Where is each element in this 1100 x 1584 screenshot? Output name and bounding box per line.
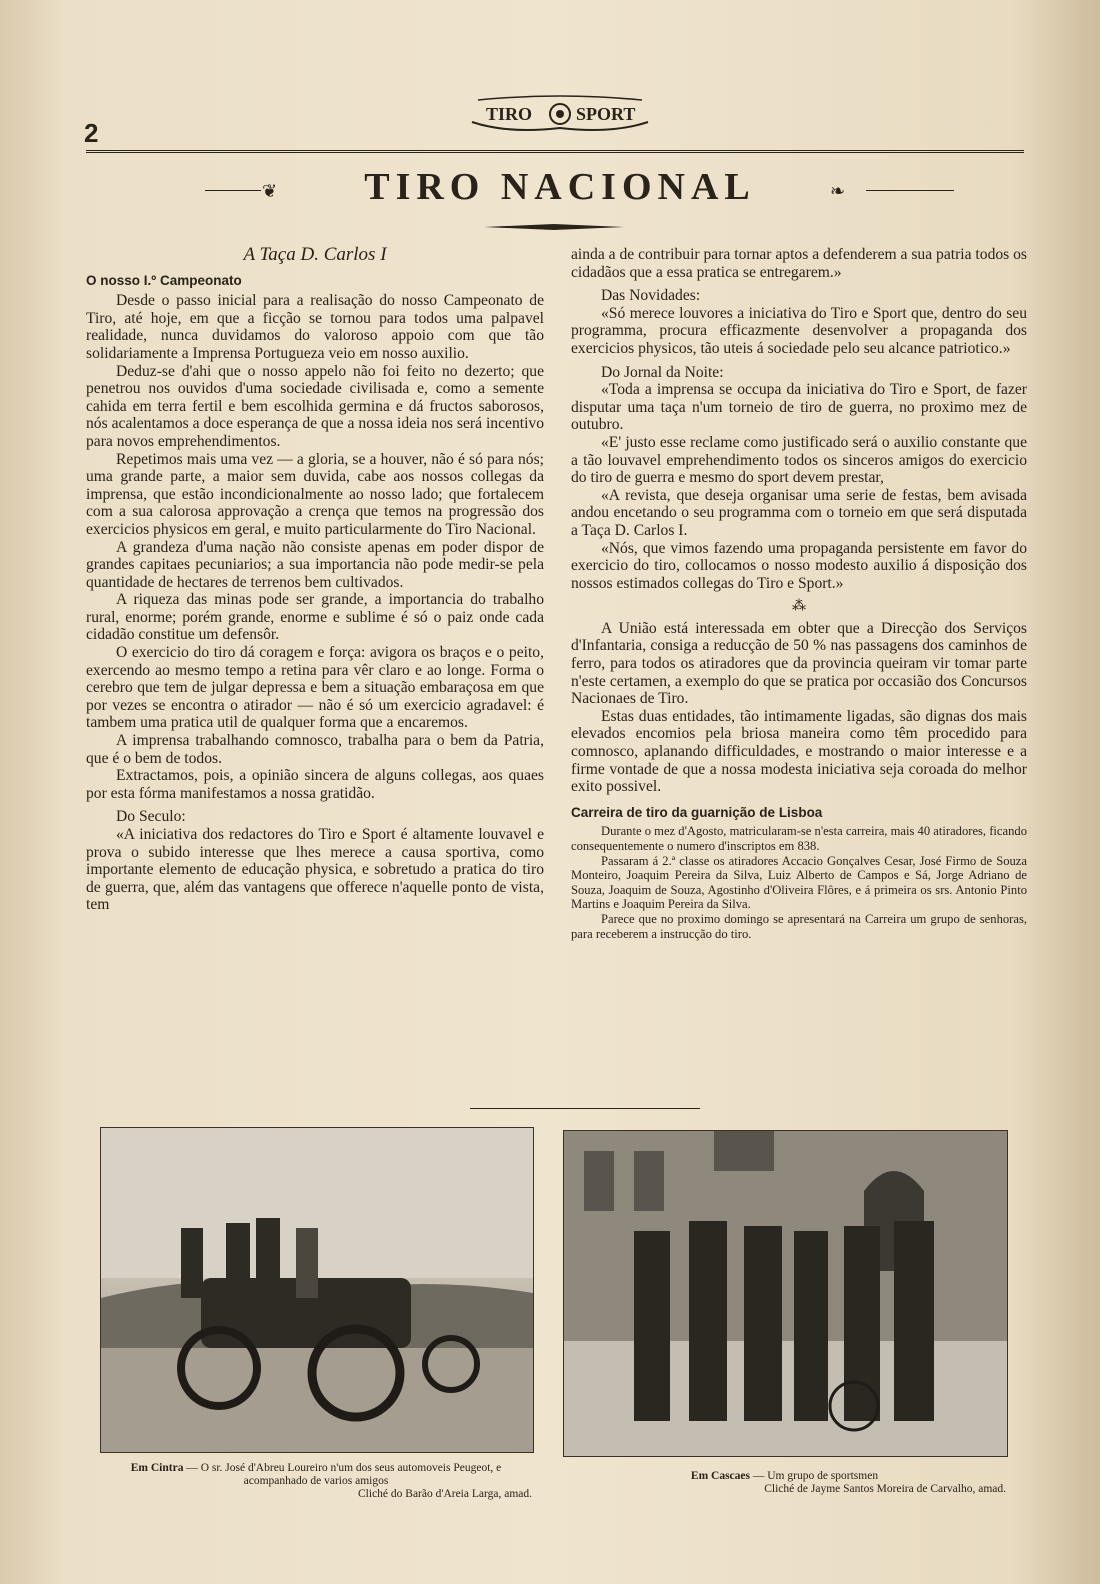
right-column: [571, 246, 1027, 941]
title-underline-ornament: [484, 223, 624, 231]
left-column: [86, 246, 544, 914]
page-number: 2: [84, 118, 99, 148]
photo-credit: Cliché de Jayme Santos Moreira de Carvalho, amad.: [764, 1483, 1006, 1495]
paragraph-uniao: A União está interessada em obter que a Direcção dos Serviços d'Infantaria, consiga a reducção de 50 % nas passagens dos caminhos de ferro, para todos os atiradores que da provincia queiram vir tomar parte n'este certamen, a exemplo do que se pratica por occasião dos Concursos Nacionaes de Tiro.: [571, 619, 1027, 708]
paragraph: Repetimos mais uma vez — a gloria, se a houver, não é só para nós; uma grande parte, a maior sem duvida, cabe aos nossos collegas da imprensa, que estão incondicionalmente ao nosso lado; que fortalecem com a sua calorosa approvação a crença que temos na progressão dos exercicios physicos em geral, e muito particularmente do Tiro Nacional.: [86, 450, 544, 538]
fleuron-right-icon: ❧: [830, 181, 846, 201]
section-title: TIRO NACIONAL: [364, 166, 756, 208]
quote-novidades: «Só merece louvores a iniciativa do Tiro e Sport que, dentro do seu programma, procura efficazmente desenvolver a propaganda dos exercicios physicos, tão uteis á sociedade pelo seu alcance patriotico.»: [571, 304, 1027, 357]
photo-credit: Cliché do Barão d'Areia Larga, amad.: [358, 1488, 532, 1500]
paragraph: A imprensa trabalhando comnosco, trabalha para o bem da Patria, que é o bem de todos.: [86, 732, 544, 767]
svg-text:SPORT: SPORT: [576, 104, 636, 124]
paragraph-small: Passaram á 2.ª classe os atiradores Accacio Gonçalves Cesar, José Firmo de Souza Monteiro, Joaquim Pereira da Silva, Luiz Alberto de Campos e Sá, Jorge Adriano de Souza, Joaquim de Souza, Agostinho d'Oliveira Flôres, e á primeira os srs. Antonio Pinto Martins e Joaquim Pereira da Silva.: [571, 853, 1027, 912]
caption-place: Em Cascaes: [690, 1470, 750, 1482]
paragraph: Desde o passo inicial para a realisação do nosso Campeonato de Tiro, até hoje, em que a ficção se tornou para todos uma palpavel realidade, nunca duvidamos do valoroso appoio com que tão solidariamente a Imprensa Portugueza veio em nosso auxilio.: [86, 292, 544, 362]
paragraph: A riqueza das minas pode ser grande, a importancia do trabalho rural, enorme; porém grande, enorme e sublime é só o paiz onde cada cidadão constitue um defensôr.: [86, 591, 544, 644]
caption-text: — O sr. José d'Abreu Loureiro n'um dos seus automoveis Peugeot, e acompanhado de varios amigos: [186, 1462, 502, 1487]
caption-left: [100, 1462, 532, 1501]
paragraph: A grandeza d'uma nação não consiste apenas em poder dispor de grandes capitaes pecuniarios; a sua importancia não pode medir-se pela quantidade de hectares de terrenos bem cultivados.: [86, 538, 544, 591]
source-label-novidades: Das Novidades:: [601, 287, 701, 305]
quote-jornal: «Toda a imprensa se occupa da iniciativa do Tiro e Sport, de fazer disputar uma taça n'um torneio de tiro de guerra, no proximo mez de outubro.: [571, 381, 1027, 434]
photo-automobile-cintra: [100, 1127, 534, 1453]
header-rule: [86, 150, 1024, 153]
paragraph-entidades: Estas duas entidades, tão intimamente ligadas, são dignas dos mais elevados encomios pela briosa maneira como têm procedido para comnosco, aplanando difficuldades, e mostrando o maior interesse e a firme vontade de que a nossa modesta iniciativa seja coroada do melhor exito possivel.: [571, 707, 1027, 796]
paragraph-small: Durante o mez d'Agosto, matricularam-se n'esta carreira, mais 40 atiradores, ficando consequentemente o numero d'inscriptos em 838.: [571, 824, 1027, 853]
svg-text:TIRO: TIRO: [486, 104, 533, 124]
quote-seculo: «A iniciativa dos redactores do Tiro e Sport é altamente louvavel e prova o subido interesse que lhes merece a causa sportiva, como importante elemento de educação physica, e sobretudo a pratica do tiro de guerra, que, além das vantagens que offerece n'aquelle ponto de vista, tem: [86, 826, 544, 914]
subhead-carreira: Carreira de tiro da guarnição de Lisboa: [571, 804, 823, 820]
caption-text: — Um grupo de sportsmen: [752, 1470, 879, 1482]
caption-right: [563, 1470, 1006, 1496]
quote-jornal: «Nós, que vimos fazendo uma propaganda persistente em favor do exercicio do tiro, collocamos o nosso modesto auxilio á disposição dos nossos estimados collegas do Tiro e Sport.»: [571, 539, 1027, 592]
title-ornament-line-right: [866, 190, 954, 191]
source-label-jornal: Do Jornal da Noite:: [601, 363, 724, 381]
paragraph: Extractamos, pois, a opinião sincera de alguns collegas, aos quaes por esta fórma manifestamos a nossa gratidão.: [86, 767, 544, 802]
quote-seculo-continued: ainda a de contribuir para tornar aptos a defenderem a sua patria todos os cidadãos que a essa pratica se entregarem.»: [571, 246, 1027, 281]
quote-jornal: «E' justo esse reclame como justificado será o auxilio constante que a tão louvavel emprehendimento todos os sinceros amigos do exercicio do tiro de guerra e mesmo do sport devem prestar,: [571, 433, 1027, 487]
subhead-campeonato: O nosso I.º Campeonato: [86, 272, 242, 288]
paragraph: O exercicio do tiro dá coragem e força: avigora os braços e o peito, exercendo ao mesmo tempo a retina para vêr claro e ao longe. Forma o cerebro que tem de julgar depressa e bem a situação embaraçosa em que por vezes se encontra o atirador — não é só um exercicio agradavel: é tambem uma pratica util de qualquer forma que a encaremos.: [86, 644, 544, 732]
paragraph-small: Parece que no proximo domingo se apresentará na Carreira um grupo de senhoras, para receberem a instrucção do tiro.: [571, 911, 1027, 941]
asterism-divider: ⁂: [792, 599, 806, 615]
separator-rule: [470, 1108, 700, 1109]
fleuron-left-icon: ❦: [262, 181, 278, 201]
paragraph: Deduz-se d'ahi que o nosso appelo não foi feito no dezerto; que penetrou nos ouvidos d'uma sociedade civilisada e, como a semente cahida em terra fertil e bem escolhida germina e dá fructos saborosos, nós acalentamos a doce esperança de que a nossa ideia nos será incentivo para novos emprehendimentos.: [86, 362, 544, 450]
caption-place: Em Cintra: [130, 1462, 184, 1474]
article-title: A Taça D. Carlos I: [243, 244, 387, 265]
masthead-logo: [468, 92, 652, 138]
source-label-seculo: Do Seculo:: [116, 808, 186, 826]
quote-jornal: «A revista, que deseja organisar uma serie de festas, bem avisada andou encetando o seu programma com o torneio em que será disputada a Taça D. Carlos I.: [571, 486, 1027, 539]
photo-sportsmen-cascaes: [563, 1130, 1008, 1457]
